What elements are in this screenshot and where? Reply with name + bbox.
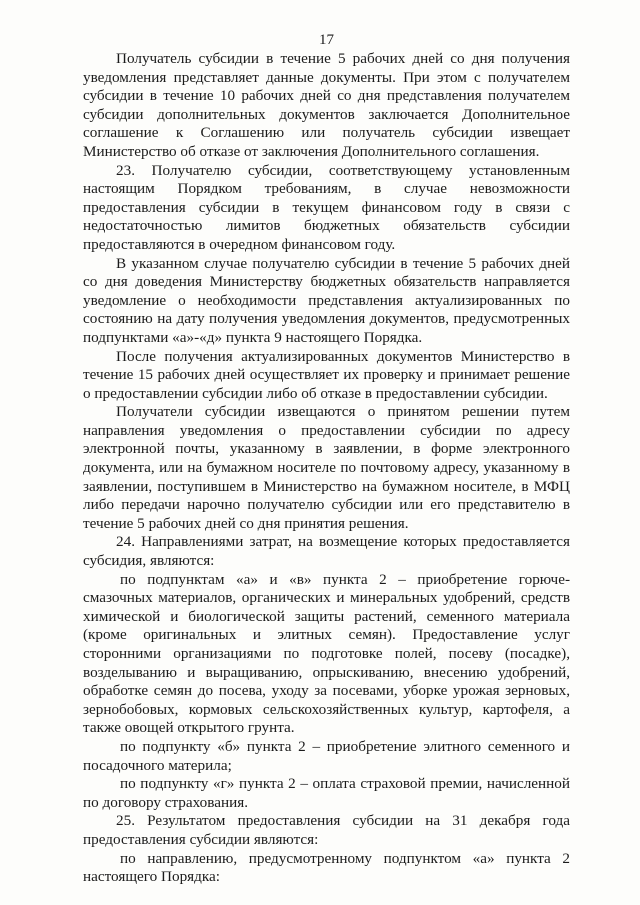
page-number: 17: [319, 32, 334, 48]
paragraph-item-24: 24. Направлениями затрат, на возмещение которых предоставляется субсидия, являются:: [83, 533, 570, 570]
paragraph-item-23: 23. Получателю субсидии, соответствующему установленным настоящим Порядком требованиям, в случае невозможности предоставления субсидии в текущем финансовом году в связи с недостаточностью лимитов бюджетных обязательств субсидии предоставляются в очередном финансовом году.: [83, 161, 570, 253]
paragraph-decision-notice: Получатели субсидии извещаются о принятом решении путем направления уведомления о предоставлении субсидии по адресу электронной почты, указанному в заявлении, в форме электронного документа, или на бумажном носителе по почтовому адресу, указанному в заявлении, поступившем в Министерство на бумажном носителе, в МФЦ либо передачи нарочно получателю субсидии или его представителю в течение 5 рабочих дней со дня принятия решения.: [83, 403, 570, 532]
paragraph-subsidy-documents: Получатель субсидии в течение 5 рабочих дней со дня получения уведомления представляет данные документы. При этом с получателем субсидии в течение 10 рабочих дней со дня представления получателем субсидии дополнительных документов заключается Дополнительное соглашение к Соглашению или получатель субсидии извещает Министерство об отказе от заключения Дополнительного соглашения.: [83, 50, 570, 160]
paragraph-subitems-a-v: по подпунктам «а» и «в» пункта 2 – приобретение горюче-смазочных материалов, органических и минеральных удобрений, средств химической и биологической защиты растений, семенного материала (кроме оригинальных и элитных семян). Предоставление услуг сторонними организациями по подготовке полей, посеву (посадке), возделыванию и выращиванию, опрыскиванию, внесению удобрений, обработке семян до посева, уходу за посевами, уборке урожая зерновых, зернобобовых, кормовых сельскохозяйственных культур, картофеля, а также овощей открытого грунта.: [83, 570, 570, 737]
paragraph-verification: После получения актуализированных документов Министерство в течение 15 рабочих дней осуществляет их проверку и принимает решение о предоставлении субсидии либо об отказе в предоставлении субсидии.: [83, 347, 570, 402]
paragraph-direction-a: по направлению, предусмотренному подпунктом «а» пункта 2 настоящего Порядка:: [83, 849, 570, 886]
paragraph-notification: В указанном случае получателю субсидии в течение 5 рабочих дней со дня доведения Министерству бюджетных обязательств направляется уведомление о необходимости представления актуализированных по состоянию на дату получения уведомления документов, предусмотренных подпунктами «а»-«д» пункта 9 настоящего Порядка.: [83, 254, 570, 346]
paragraph-subitem-g: по подпункту «г» пункта 2 – оплата страховой премии, начисленной по договору страхования.: [83, 775, 570, 811]
paragraph-item-25: 25. Результатом предоставления субсидии на 31 декабря года предоставления субсидии являются:: [83, 812, 570, 848]
paragraph-subitem-b: по подпункту «б» пункта 2 – приобретение элитного семенного и посадочного материла;: [83, 737, 570, 774]
